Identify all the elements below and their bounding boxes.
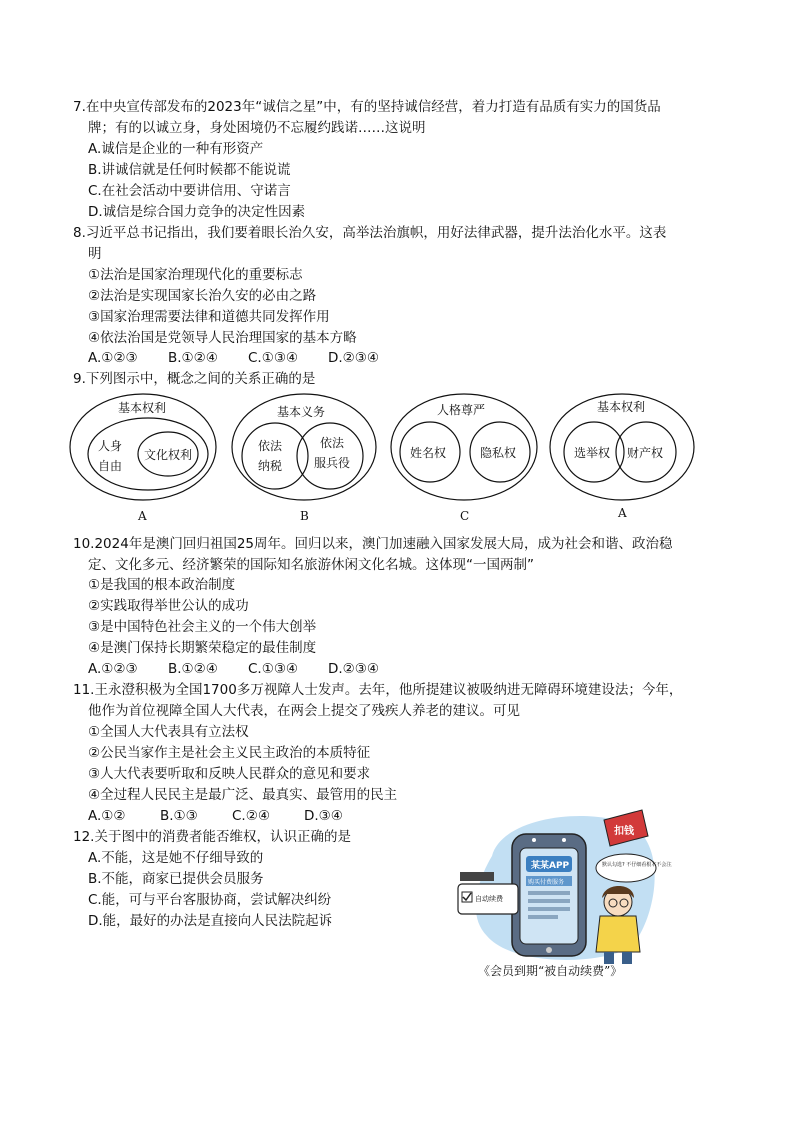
q11-choice-c: C.②④ bbox=[232, 808, 270, 824]
q12-option-b: B.不能，商家已提供会员服务 bbox=[88, 871, 264, 887]
q9-diagrams bbox=[68, 392, 718, 524]
diagram-d-outer-label: 基本权利 bbox=[597, 400, 646, 414]
q8-item-1: ①法治是国家治理现代化的重要标志 bbox=[88, 267, 303, 283]
q7-option-b: B.讲诚信就是任何时候都不能说谎 bbox=[88, 162, 291, 178]
diagram-d-inner-a: 选举权 bbox=[574, 446, 611, 460]
q11-item-4: ④全过程人民民主是最广泛、最真实、最管用的民主 bbox=[88, 787, 398, 803]
q11-choice-d: D.③④ bbox=[304, 808, 343, 824]
q11-stem-line1: 11.王永澄积极为全国1700多万视障人士发声。去年，他所提建议被吸纳进无障碍环境建设法；今年， bbox=[73, 682, 683, 698]
phone-icon bbox=[512, 834, 586, 956]
diagram-b-inner-b: 依法 bbox=[320, 436, 345, 450]
illus-tag-label: 扣钱 bbox=[614, 826, 634, 837]
q11-choices bbox=[88, 806, 376, 826]
diagram-a-inner-a: 人身 bbox=[98, 439, 123, 453]
q10-stem-line1: 10.2024年是澳门回归祖国25周年。回归以来，澳门加速融入国家发展大局，成为社会和谐、政治稳 bbox=[73, 536, 673, 552]
q8-stem-line1: 8.习近平总书记指出，我们要着眼长治久安，高举法治旗帜，用好法律武器，提升法治化水平。这表 bbox=[73, 225, 667, 241]
q8-choice-c: C.①③④ bbox=[248, 350, 299, 366]
q8-choice-d: D.②③④ bbox=[328, 350, 379, 366]
diagram-b-left bbox=[242, 423, 308, 489]
q8-choices bbox=[88, 348, 408, 368]
diagram-a-inner-b: 文化权利 bbox=[144, 448, 193, 462]
diagram-b-inner-a: 依法 bbox=[258, 439, 283, 453]
q11-stem-line2: 他作为首位视障全国人大代表，在两会上提交了残疾人养老的建议。可见 bbox=[88, 703, 520, 719]
q7-stem-line2: 牌；有的以诚立身，身处困境仍不忘履约践诺……这说明 bbox=[88, 120, 426, 136]
q10-choice-d: D.②③④ bbox=[328, 661, 379, 677]
q10-choices bbox=[88, 659, 408, 679]
diagram-a-inner-a2: 自由 bbox=[98, 459, 123, 473]
diagram-b-inner-a2: 纳税 bbox=[258, 459, 283, 473]
q7-stem-line1: 7.在中央宣传部发布的2023年“诚信之星”中，有的坚持诚信经营，着力打造有品质有实力的国货品 bbox=[73, 99, 661, 115]
q10-item-4: ④是澳门保持长期繁荣稳定的最佳制度 bbox=[88, 640, 317, 656]
q11-choice-b: B.①③ bbox=[160, 808, 198, 824]
diagram-c-inner-a: 姓名权 bbox=[410, 446, 447, 460]
q11-choice-a: A.①② bbox=[88, 808, 126, 824]
q10-choice-c: C.①③④ bbox=[248, 661, 299, 677]
q11-item-1: ①全国人大代表具有立法权 bbox=[88, 724, 249, 740]
illus-screen-title: 某某APP bbox=[531, 861, 570, 871]
diagram-b-letter: B bbox=[300, 509, 309, 523]
q11-item-3: ③人大代表要听取和反映人民群众的意见和要求 bbox=[88, 766, 371, 782]
diagram-d-inner-b: 财产权 bbox=[627, 446, 664, 460]
q8-choice-a: A.①②③ bbox=[88, 350, 138, 366]
q10-choice-a: A.①②③ bbox=[88, 661, 138, 677]
q7-option-a: A.诚信是企业的一种有形资产 bbox=[88, 141, 264, 157]
diagram-c-outer-label: 人格尊严 bbox=[437, 403, 486, 417]
illus-bubble-text: 默认勾选? 不仔细看根本不会注意 bbox=[602, 862, 672, 868]
diagram-c-inner-b: 隐私权 bbox=[480, 446, 517, 460]
q12-option-a: A.不能，这是她不仔细导致的 bbox=[88, 850, 264, 866]
q8-choice-b: B.①②④ bbox=[168, 350, 218, 366]
diagram-b-inner-b2: 服兵役 bbox=[314, 456, 351, 470]
q7-option-c: C.在社会活动中要讲信用、守诺言 bbox=[88, 183, 291, 199]
q10-stem-line2: 定、文化多元、经济繁荣的国际知名旅游休闲文化名城。这体现“一国两制” bbox=[88, 557, 534, 573]
q9-stem: 9.下列图示中，概念之间的关系正确的是 bbox=[73, 371, 316, 387]
q10-item-2: ②实践取得举世公认的成功 bbox=[88, 598, 249, 614]
q12-illustration bbox=[452, 806, 672, 981]
q7-option-d: D.诚信是综合国力竞争的决定性因素 bbox=[88, 204, 306, 220]
q8-item-3: ③国家治理需要法律和道德共同发挥作用 bbox=[88, 309, 330, 325]
illus-auto-renew-label: 自动续费 bbox=[475, 895, 503, 903]
diagram-b-outer-label: 基本义务 bbox=[277, 405, 326, 419]
diagram-c-letter: C bbox=[460, 509, 470, 523]
q12-stem: 12.关于图中的消费者能否维权，认识正确的是 bbox=[73, 829, 351, 845]
q8-item-4: ④依法治国是党领导人民治理国家的基本方略 bbox=[88, 330, 357, 346]
speech-bubble bbox=[596, 854, 672, 882]
illustration-caption: 《会员到期“被自动续费”》 bbox=[478, 964, 623, 978]
diagram-a-letter: A bbox=[138, 509, 147, 523]
q12-option-d: D.能，最好的办法是直接向人民法院起诉 bbox=[88, 913, 333, 929]
diagram-a-outer-label: 基本权利 bbox=[118, 401, 167, 415]
q12-option-c: C.能，可与平台客服协商，尝试解决纠纷 bbox=[88, 892, 332, 908]
q10-item-3: ③是中国特色社会主义的一个伟大创举 bbox=[88, 619, 317, 635]
diagram-d-letter: A bbox=[618, 506, 627, 520]
q10-choice-b: B.①②④ bbox=[168, 661, 218, 677]
q10-item-1: ①是我国的根本政治制度 bbox=[88, 577, 236, 593]
q8-item-2: ②法治是实现国家长治久安的必由之路 bbox=[88, 288, 317, 304]
illus-screen-sub: 购买付费服务 bbox=[528, 879, 565, 886]
q8-stem-line2: 明 bbox=[88, 246, 102, 262]
q11-item-2: ②公民当家作主是社会主义民主政治的本质特征 bbox=[88, 745, 371, 761]
